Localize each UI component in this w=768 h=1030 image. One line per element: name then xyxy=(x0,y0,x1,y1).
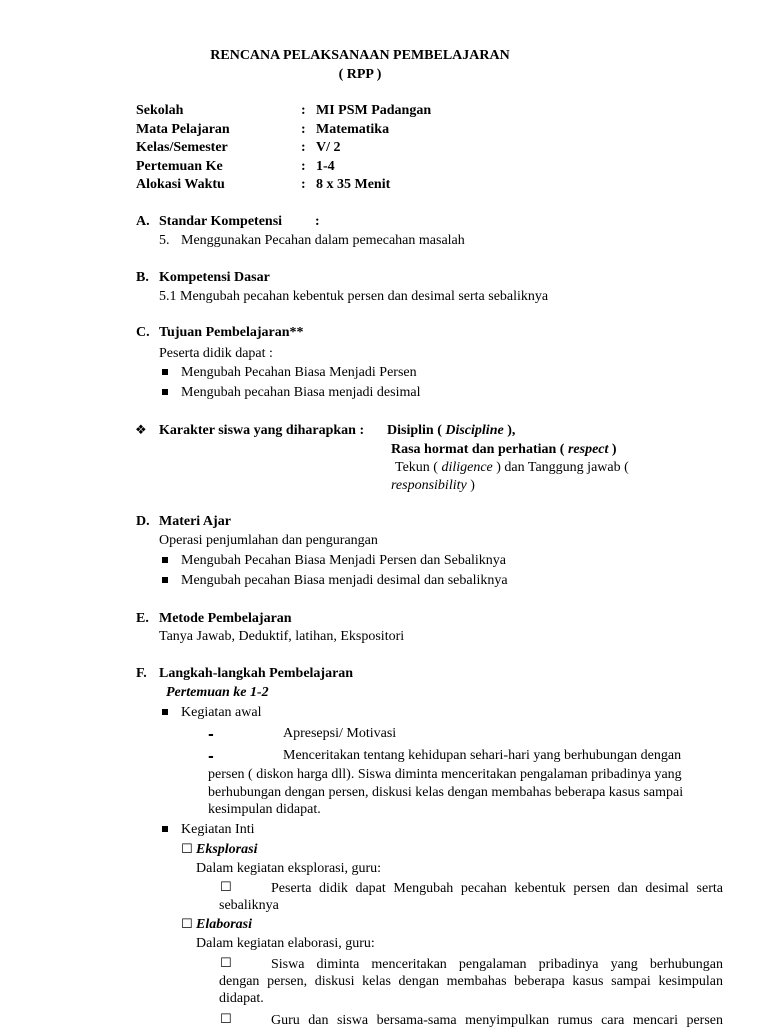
awal-item-2-line: kesimpulan didapat. xyxy=(208,802,321,817)
checkbox-icon: ☐ xyxy=(181,842,193,857)
eksplorasi-item: Peserta didik dapat Mengubah pecahan kebentuk persen dan desimal serta xyxy=(271,881,723,896)
identity-colon: : xyxy=(301,159,306,174)
karakter-line-1-text: Disiplin ( xyxy=(387,423,442,438)
identity-value-sekolah: MI PSM Padangan xyxy=(316,103,432,118)
section-c-letter: C. xyxy=(136,325,150,340)
section-a-item-number: 5. xyxy=(159,233,170,248)
identity-label-kelas: Kelas/Semester xyxy=(136,140,228,155)
section-a-letter: A. xyxy=(136,214,150,229)
section-e-title: Metode Pembelajaran xyxy=(159,611,292,626)
identity-colon: : xyxy=(301,122,306,137)
karakter-line-4-italic: responsibility xyxy=(391,478,467,493)
section-e-text: Tanya Jawab, Deduktif, latihan, Ekspositori xyxy=(159,629,405,644)
checkbox-icon: ☐ xyxy=(220,956,232,971)
checkbox-icon: ☐ xyxy=(181,917,193,932)
awal-item-2-line: berhubungan dengan persen, diskusi kelas dengan membahas beberapa kasus sampai xyxy=(208,785,684,800)
section-b-letter: B. xyxy=(136,270,149,285)
identity-colon: : xyxy=(301,103,306,118)
awal-item-1: Apresepsi/ Motivasi xyxy=(283,726,397,741)
karakter-line-1-italic: Discipline xyxy=(445,423,504,438)
identity-label-alokasi: Alokasi Waktu xyxy=(136,177,225,192)
elaborasi-item-1: Siswa diminta menceritakan pengalaman pribadinya yang berhubungan xyxy=(271,957,723,972)
karakter-label: Karakter siswa yang diharapkan : xyxy=(159,423,365,438)
diamond-bullet-icon: ❖ xyxy=(135,423,147,438)
section-c-title: Tujuan Pembelajaran** xyxy=(159,325,304,340)
checkbox-icon: ☐ xyxy=(220,1012,232,1027)
bullet-icon xyxy=(162,557,168,563)
identity-value-kelas: V/ 2 xyxy=(316,140,341,155)
karakter-line-3-end: ) dan Tanggung jawab ( xyxy=(496,460,629,475)
karakter-line-3-text: Tekun ( xyxy=(395,460,438,475)
identity-label-sekolah: Sekolah xyxy=(136,103,184,118)
section-e-letter: E. xyxy=(136,611,149,626)
eksplorasi-heading: Eksplorasi xyxy=(196,842,258,857)
dash-bullet-icon: - xyxy=(208,727,214,743)
karakter-line-4-end: ) xyxy=(470,478,475,493)
karakter-line-2-italic: respect xyxy=(567,442,609,457)
bullet-icon xyxy=(162,826,168,832)
karakter-line-3 xyxy=(395,459,629,477)
identity-value-pertemuan: 1-4 xyxy=(316,159,335,174)
document-subtitle: ( RPP ) xyxy=(338,67,382,82)
karakter-line-1 xyxy=(387,422,515,440)
elaborasi-heading: Elaborasi xyxy=(196,917,253,932)
section-d-title: Materi Ajar xyxy=(159,514,231,529)
awal-item-2-first: Menceritakan tentang kehidupan sehari-hari yang berhubungan dengan xyxy=(283,748,682,763)
awal-item-2-line: persen ( diskon harga dll). Siswa diminta menceritakan pengalaman pribadinya yang xyxy=(208,767,682,782)
bullet-icon xyxy=(162,577,168,583)
section-d-letter: D. xyxy=(136,514,150,529)
elaborasi-item-2: Guru dan siswa bersama-sama menyimpulkan rumus cara mencari persen xyxy=(271,1013,723,1028)
section-a-item: Menggunakan Pecahan dalam pemecahan masalah xyxy=(181,233,465,248)
section-d-item-1: Mengubah Pecahan Biasa Menjadi Persen dan Sebaliknya xyxy=(181,553,507,568)
checkbox-icon: ☐ xyxy=(220,880,232,895)
elaborasi-item-1-cont: didapat. xyxy=(219,991,264,1006)
bullet-icon xyxy=(162,709,168,715)
section-c-item-2: Mengubah pecahan Biasa menjadi desimal xyxy=(181,385,421,400)
bullet-icon xyxy=(162,389,168,395)
kegiatan-awal: Kegiatan awal xyxy=(181,705,262,720)
section-f-letter: F. xyxy=(136,666,147,681)
section-b-title: Kompetensi Dasar xyxy=(159,270,270,285)
section-a-title: Standar Kompetensi xyxy=(159,214,283,229)
identity-value-mapel: Matematika xyxy=(316,122,390,137)
section-d-intro: Operasi penjumlahan dan pengurangan xyxy=(159,533,378,548)
identity-value-alokasi: 8 x 35 Menit xyxy=(316,177,391,192)
section-c-intro: Peserta didik dapat : xyxy=(159,346,273,361)
dash-bullet-icon: - xyxy=(208,749,214,765)
identity-colon: : xyxy=(301,140,306,155)
section-f-title: Langkah-langkah Pembelajaran xyxy=(159,666,354,681)
section-b-item: 5.1 Mengubah pecahan kebentuk persen dan desimal serta sebaliknya xyxy=(159,289,549,304)
bullet-icon xyxy=(162,369,168,375)
pertemuan-heading: Pertemuan ke 1-2 xyxy=(166,685,269,700)
karakter-line-4 xyxy=(391,477,475,495)
elaborasi-intro: Dalam kegiatan elaborasi, guru: xyxy=(196,936,375,951)
karakter-line-2 xyxy=(391,441,617,459)
kegiatan-inti: Kegiatan Inti xyxy=(181,822,255,837)
identity-colon: : xyxy=(301,177,306,192)
eksplorasi-intro: Dalam kegiatan eksplorasi, guru: xyxy=(196,861,382,876)
karakter-line-1-end: ), xyxy=(507,423,516,438)
section-a-colon: : xyxy=(315,214,320,229)
karakter-line-2-end: ) xyxy=(611,442,617,457)
elaborasi-item-1-cont: dengan persen, diskusi kelas dengan membahas beberapa kasus sampai kesimpulan xyxy=(219,974,723,989)
document-title: RENCANA PELAKSANAAN PEMBELAJARAN xyxy=(210,48,510,63)
identity-label-mapel: Mata Pelajaran xyxy=(136,122,230,137)
identity-label-pertemuan: Pertemuan Ke xyxy=(136,159,223,174)
eksplorasi-item-cont: sebaliknya xyxy=(219,898,279,913)
section-d-item-2: Mengubah pecahan Biasa menjadi desimal dan sebaliknya xyxy=(181,573,508,588)
section-c-item-1: Mengubah Pecahan Biasa Menjadi Persen xyxy=(181,365,417,380)
karakter-line-3-italic: diligence xyxy=(441,460,493,475)
karakter-line-2-text: Rasa hormat dan perhatian ( xyxy=(391,442,565,457)
